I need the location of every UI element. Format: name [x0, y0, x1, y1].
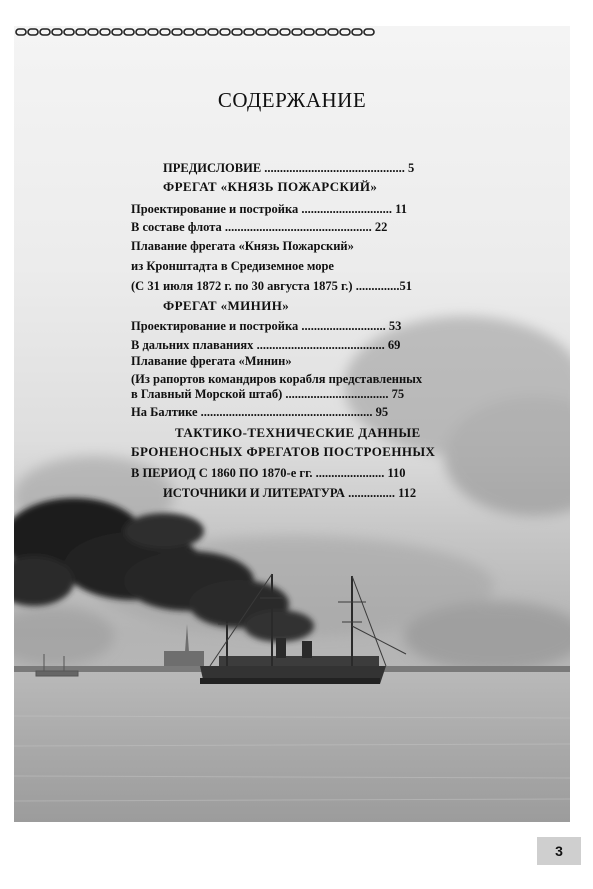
chain-link: [328, 29, 338, 35]
toc-entry[interactable]: Проектирование и постройка ............................. 11: [131, 202, 407, 216]
chain-link: [244, 29, 254, 35]
table-of-contents: [14, 26, 570, 822]
toc-entry-preface[interactable]: ПРЕДИСЛОВИЕ ............................................. 5: [163, 161, 415, 175]
toc-section-minin[interactable]: ФРЕГАТ «МИНИН»: [163, 298, 290, 313]
chain-link: [124, 29, 134, 35]
toc-section-specs-line2[interactable]: БРОНЕНОСНЫХ ФРЕГАТОВ ПОСТРОЕННЫХ: [131, 444, 436, 459]
toc-entry[interactable]: Проектирование и постройка ........................... 53: [131, 319, 402, 333]
chain-divider: [14, 26, 376, 38]
toc-section-specs[interactable]: ТАКТИКО-ТЕХНИЧЕСКИЕ ДАННЫЕ: [175, 425, 421, 440]
toc-entry[interactable]: В составе флота ............................................... 22: [131, 220, 388, 234]
chain-link: [16, 29, 26, 35]
background-photo: [14, 26, 570, 822]
chain-link: [112, 29, 122, 35]
toc-entry[interactable]: Плавание фрегата «Минин»: [131, 354, 292, 368]
chain-link: [256, 29, 266, 35]
chain-link: [100, 29, 110, 35]
chain-link: [76, 29, 86, 35]
chain-link: [88, 29, 98, 35]
chain-link: [352, 29, 362, 35]
toc-entry[interactable]: (С 31 июля 1872 г. по 30 августа 1875 г.) ..............51: [131, 279, 412, 293]
toc-entry[interactable]: В дальних плаваниях ......................................... 69: [131, 338, 401, 352]
chain-link: [52, 29, 62, 35]
toc-entry[interactable]: В ПЕРИОД С 1860 ПО 1870-е гг. ...................... 110: [131, 466, 406, 480]
chain-link: [364, 29, 374, 35]
chain-link: [220, 29, 230, 35]
chain-link: [316, 29, 326, 35]
chain-link: [196, 29, 206, 35]
chain-link: [268, 29, 278, 35]
chain-link: [172, 29, 182, 35]
chain-link: [40, 29, 50, 35]
chain-link: [304, 29, 314, 35]
toc-entry[interactable]: из Кронштадта в Средиземное море: [131, 259, 334, 273]
chain-link: [292, 29, 302, 35]
page-number: 3: [537, 837, 581, 865]
toc-entry[interactable]: Плавание фрегата «Князь Пожарский»: [131, 239, 354, 253]
chain-link: [160, 29, 170, 35]
chain-link: [208, 29, 218, 35]
chain-link: [340, 29, 350, 35]
chain-link: [280, 29, 290, 35]
chain-link: [184, 29, 194, 35]
chain-link: [136, 29, 146, 35]
toc-entry[interactable]: в Главный Морской штаб) ................................. 75: [131, 387, 405, 401]
chain-link: [28, 29, 38, 35]
chain-link: [232, 29, 242, 35]
toc-entry[interactable]: (Из рапортов командиров корабля представленных: [131, 372, 423, 386]
toc-entry[interactable]: На Балтике ....................................................... 95: [131, 405, 389, 419]
chain-link: [148, 29, 158, 35]
toc-section-pozharsky[interactable]: ФРЕГАТ «КНЯЗЬ ПОЖАРСКИЙ»: [163, 179, 378, 194]
chain-link: [64, 29, 74, 35]
toc-entry-sources[interactable]: ИСТОЧНИКИ И ЛИТЕРАТУРА ............... 112: [163, 486, 417, 500]
page-title: СОДЕРЖАНИЕ: [217, 88, 367, 112]
